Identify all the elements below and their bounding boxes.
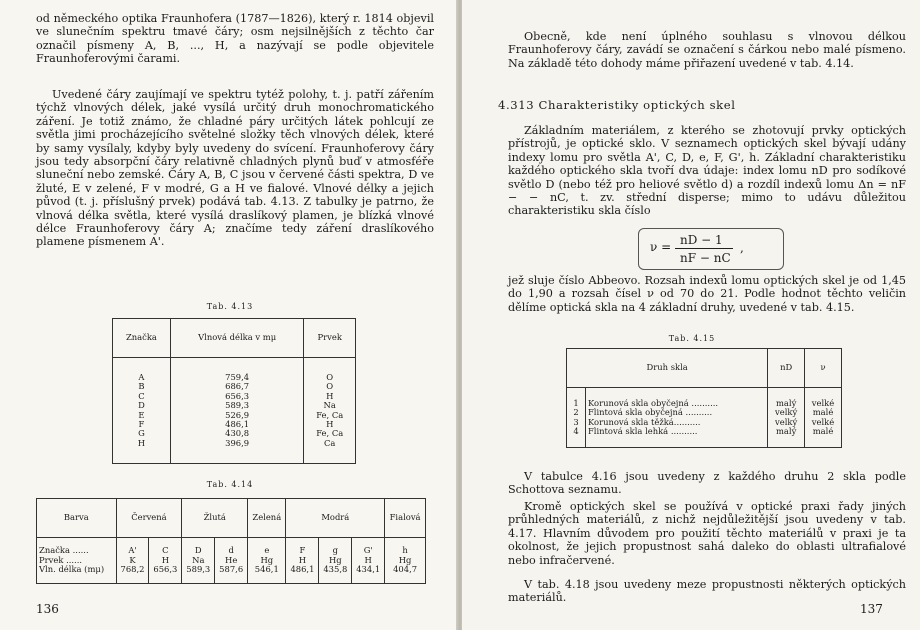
table-cell-nd: malý velký velký malý xyxy=(768,388,805,448)
paragraph: Uvedené čáry zaujímají ve spektru tytéž polohy, t. j. patří zářením týchž vlnových délek, jaké vysílá určitý druh monochromatického záření. Je totiž známo, že chladné páry určitých látek pohlcují ze světla jimi procházejícího světelné složky těch vlnových délek, které by samy vysílaly, kdyby byly uvedeny do svícení. Fraunhoferovy čáry jsou tedy absorpční čáry relativně chladných plynů buď v atmosféře sluneční nebo zemské. Čáry A, B, C jsou v červené části spektra, D ve žluté, E v zelené, F v modré, G a H ve fialové. Vlnové délky a jejich původ (t. j. příslušný prvek) podává tab. 4.13. Z tabulky je patrno, že vlnová délka světla, které vysílá draslíkový plamen, je blízká vlnové délce Fraunhoferovy čáry A; značíme tedy záření draslíkového plamene písmenem A'. xyxy=(36,88,434,249)
table-header: Vlnová délka v mμ xyxy=(170,319,304,358)
paragraph: jež sluje číslo Abbeovo. Rozsah indexů lomu optických skel je od 1,45 do 1,90 a rozsah čísel ν od 70 do 21. Podle hodnot těchto veličin dělíme optická skla na 4 základní druhy, uvedené v tab. 4.15. xyxy=(508,274,906,314)
table-cell-kinds: Korunová skla obyčejná .......... Flintová skla obyčejná .......... Korunová skla těžká.......... Flintová skla lehká .......... xyxy=(586,388,768,448)
table-caption: Tab. 4.14 xyxy=(206,480,254,489)
table-header: Fialová xyxy=(385,499,426,538)
page-number: 136 xyxy=(36,602,59,616)
table-header: Zelená xyxy=(248,499,286,538)
table-cell-nu: velké malé velké malé xyxy=(804,388,841,448)
left-page xyxy=(0,0,458,630)
paragraph: V tab. 4.18 jsou uvedeny meze propustnosti některých optických materiálů. xyxy=(508,578,906,605)
page-number: 137 xyxy=(860,602,883,616)
paragraph: Základním materiálem, z kterého se zhotovují prvky optických přístrojů, je optické sklo. V seznamech optických skel bývají udány indexy lomu pro světla A', C, D, e, F, G', h. Základní charakteristiku každého optického skla tvoří dva údaje: index lomu nD pro sodíkové světlo D (nebo též pro heliové světlo d) a rozdíl indexů lomu Δn = nF − − nC, t. zv. střední disperse; mimo to udávu důležitou charakteristiku skla číslo xyxy=(508,124,906,218)
table-header: Barva xyxy=(37,499,117,538)
table-cell: F H 486,1 xyxy=(286,538,319,584)
table-cell: h Hg 404,7 xyxy=(385,538,426,584)
table-cell: A' K 768,2 xyxy=(116,538,149,584)
table-cell-symbols: A B C D E F G H xyxy=(113,358,171,464)
fraction-line xyxy=(675,248,733,249)
table-cell: G' H 434,1 xyxy=(352,538,385,584)
paragraph: Kromě optických skel se používá v optické praxi řady jiných průhledných materiálů, z nichž nejdůležitější jsou uvedeny v tab. 4.17. Hlavním důvodem pro použití těchto materiálů v praxi je ta okolnost, že jejich propustnost sahá daleko do oblasti ultrafialové nebo infračervené. xyxy=(508,500,906,567)
formula-numerator: nD − 1 xyxy=(680,233,723,247)
formula-lhs: ν = xyxy=(650,240,672,254)
table-caption: Tab. 4.13 xyxy=(206,302,254,311)
formula-comma: , xyxy=(740,241,744,255)
table-4-14 xyxy=(36,498,426,584)
paragraph: V tabulce 4.16 jsou uvedeny z každého druhu 2 skla podle Schottova seznamu. xyxy=(508,470,906,497)
table-caption: Tab. 4.15 xyxy=(668,334,716,343)
table-header: nD xyxy=(768,349,805,388)
table-4-15 xyxy=(566,348,842,448)
table-header: Modrá xyxy=(286,499,385,538)
table-cell-numbers: 1 2 3 4 xyxy=(567,388,586,448)
table-cell: g Hg 435,8 xyxy=(319,538,352,584)
paragraph: Obecně, kde není úplného souhlasu s vlnovou délkou Fraunhoferovy čáry, zavádí se označení s čárkou nebo malé písmeno. Na základě této dohody máme přiřazení uvedené v tab. 4.14. xyxy=(508,30,906,70)
table-cell: d He 587,6 xyxy=(215,538,248,584)
table-cell: e Hg 546,1 xyxy=(248,538,286,584)
table-header: Prvek xyxy=(304,319,356,358)
table-cell-wavelengths: 759,4 686,7 656,3 589,3 526,9 486,1 430,8 396,9 xyxy=(170,358,304,464)
table-header: Značka xyxy=(113,319,171,358)
table-header: ν xyxy=(804,349,841,388)
table-cell-elements: O O H Na Fe, Ca H Fe, Ca Ca xyxy=(304,358,356,464)
right-page-lower xyxy=(462,270,920,630)
table-header: Červená xyxy=(116,499,182,538)
formula-denominator: nF − nC xyxy=(680,251,731,265)
paragraph: od německého optika Fraunhofera (1787—1826), který r. 1814 objevil ve slunečním spektru tmavé čáry; osm nejsilnějších z těchto čar označil písmeny A, B, ..., H, a nazývají se podle objevitele Fraunhoferovými čarami. xyxy=(36,12,434,66)
table-cell: D Na 589,3 xyxy=(182,538,215,584)
section-heading: 4.313 Charakteristiky optických skel xyxy=(498,98,736,112)
table-header: Druh skla xyxy=(567,349,768,388)
table-4-13 xyxy=(112,318,356,464)
table-row-labels: Značka ...... Prvek ...... Vln. délka (mμ) xyxy=(37,538,117,584)
table-cell: C H 656,3 xyxy=(149,538,182,584)
table-header: Žlutá xyxy=(182,499,248,538)
